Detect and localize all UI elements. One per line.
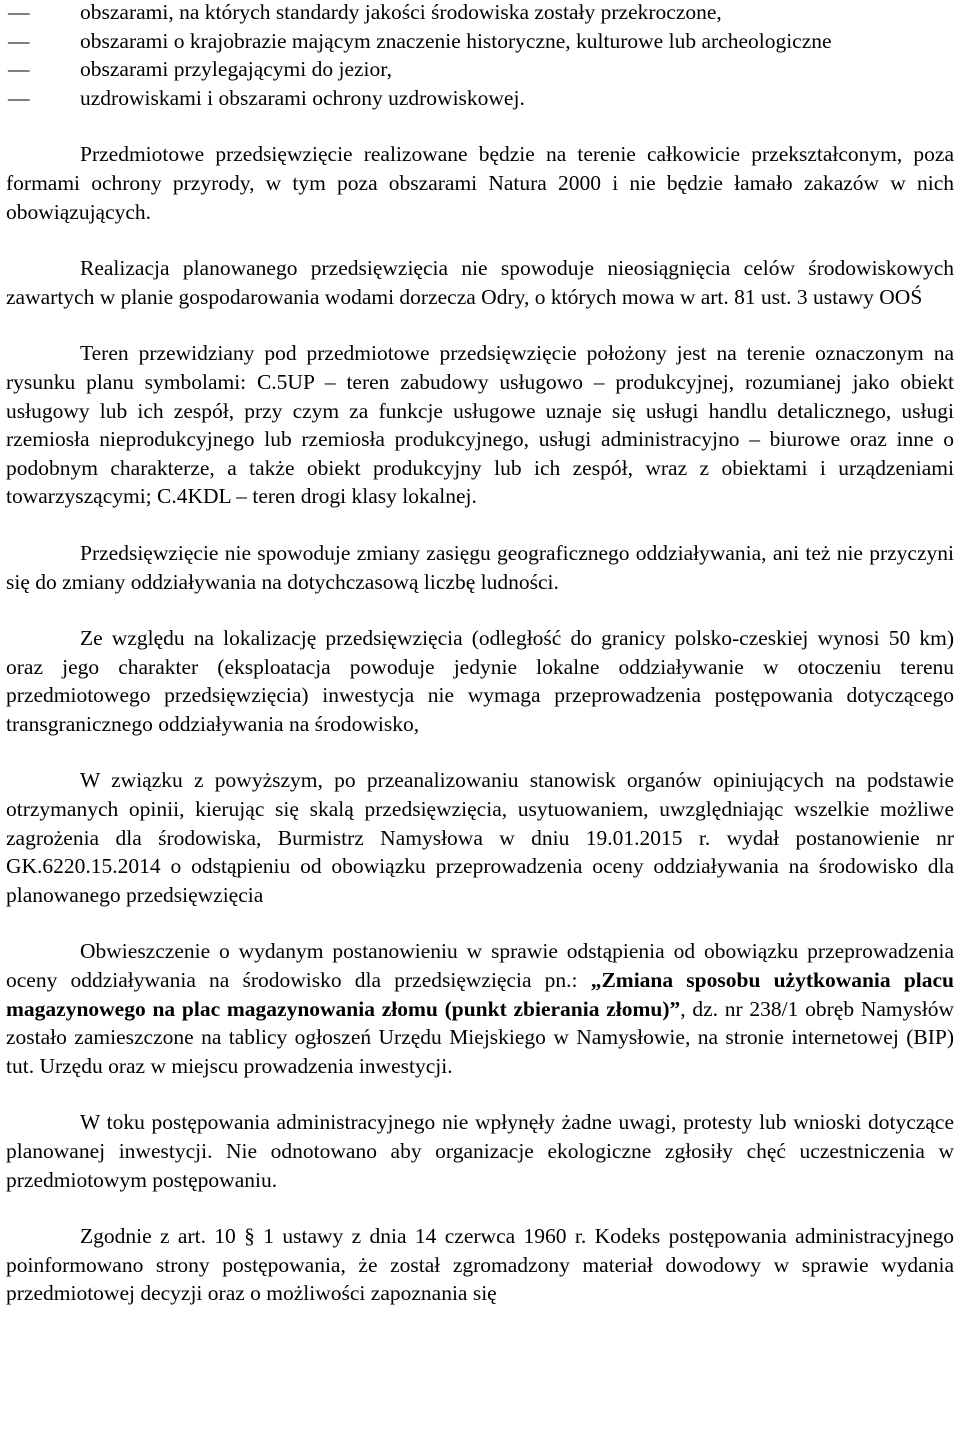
paragraph-no-objections: W toku postępowania administracyjnego nie wpłynęły żadne uwagi, protesty lub wnioski dotyczące planowanej inwestycji. Nie odnotowano aby organizacje ekologiczne zgłosiły chęć uczestniczenia w przedmiotowym postępowaniu. bbox=[6, 1110, 954, 1192]
dash-marker: — bbox=[8, 0, 30, 24]
paragraph-environmental-goals: Realizacja planowanego przedsięwzięcia nie spowoduje nieosiągnięcia celów środowiskowych zawartych w planie gospodarowania wodami dorzecza Odry, o których mowa w art. 81 ust. 3 ustawy OOŚ bbox=[6, 256, 954, 309]
paragraph-kpa: Zgodnie z art. 10 § 1 ustawy z dnia 14 czerwca 1960 r. Kodeks postępowania administracyjnego poinformowano strony postępowania, że został zgromadzony materiał dowodowy w sprawie wydania przedmiotowej decyzji oraz o możliwości zapoznania się bbox=[6, 1224, 954, 1306]
paragraph-population-impact: Przedsięwzięcie nie spowoduje zmiany zasięgu geograficznego oddziaływania, ani też nie przyczyni się do zmiany oddziaływania na dotychczasową liczbę ludności. bbox=[6, 540, 954, 594]
paragraph-location: Przedmiotowe przedsięwzięcie realizowane będzie na terenie całkowicie przekształconym, poza formami ochrony przyrody, w tym poza obszarami Natura 2000 i nie będzie łamało zakazów w nich obowiązujących. bbox=[6, 142, 954, 224]
paragraph-transboundary: Ze względu na lokalizację przedsięwzięcia (odległość do granicy polsko-czeskiej wynosi 50 km) oraz jego charakter (eksploatacja powoduje jedynie lokalne oddziaływanie w otoczeniu terenu przedmiotowego przedsięwzięcia) inwestycja nie wymaga przeprowadzenia postępowania dotyczącego transgranicznego oddziaływania na środowisko, bbox=[6, 626, 954, 736]
paragraph-announcement bbox=[6, 937, 954, 1080]
paragraph-zoning: Teren przewidziany pod przedmiotowe przedsięwzięcie położony jest na terenie oznaczonym na rysunku planu symbolami: C.5UP – teren zabudowy usługowo – produkcyjnej, rozumianej jako obiekt usługowy lub ich zespół, przy czym za funkcje usługowe uznaje się usługi handlu detalicznego, usługi rzemiosła nieprodukcyjnego lub rzemiosła produkcyjnego, usługi administracyjno – biurowe oraz inne o podobnym charakterze, a także obiekt produkcyjny lub ich zespół, wraz z obiektami i urządzeniami towarzyszącymi; C.4KDL – teren drogi klasy lokalnej. bbox=[6, 341, 954, 509]
dash-marker: — bbox=[8, 57, 30, 82]
announcement-text-start: Obwieszczenie o wydanym postanowieniu w sprawie odstąpienia od obowiązku przeprowadzenia oceny oddziaływania na środowisko dla przedsięwzięcia pn.: bbox=[6, 939, 954, 993]
list-item-text: obszarami, na których standardy jakości środowiska zostały przekroczone, bbox=[80, 0, 722, 24]
bullet-list bbox=[6, 0, 954, 112]
list-item bbox=[6, 84, 954, 113]
announcement-text-end: , dz. nr 238/1 obręb Namysłów zostało zamieszczone na tablicy ogłoszeń Urzędu Miejskiego w Namysłowie, na stronie internetowej (BIP) tut. Urzędu oraz w miejscu prowadzenia inwestycji. bbox=[6, 996, 954, 1078]
dash-marker: — bbox=[8, 85, 30, 110]
paragraph-decision: W związku z powyższym, po przeanalizowaniu stanowisk organów opiniujących na podstawie otrzymanych opinii, kierując się skalą przedsięwzięcia, usytuowaniem, uwzględniając wszelkie możliwe zagrożenia dla środowiska, Burmistrz Namysłowa w dniu 19.01.2015 r. wydał postanowienie nr GK.6220.15.2014 o odstąpieniu od obowiązku przeprowadzenia oceny oddziaływania na środowisko dla planowanego przedsięwzięcia bbox=[6, 768, 954, 907]
list-item bbox=[6, 0, 954, 27]
list-item-text: uzdrowiskami i obszarami ochrony uzdrowiskowej. bbox=[80, 85, 525, 110]
list-item bbox=[6, 55, 954, 84]
list-item-text: obszarami przylegającymi do jezior, bbox=[80, 57, 392, 82]
dash-marker: — bbox=[8, 28, 30, 53]
document-page bbox=[6, 0, 954, 1308]
list-item bbox=[6, 27, 954, 56]
project-name: „Zmiana sposobu użytkowania placu magazynowego na plac magazynowania złomu (punkt zbierania złomu)” bbox=[6, 968, 954, 1021]
list-item-text: obszarami o krajobrazie mającym znaczenie historyczne, kulturowe lub archeologiczne bbox=[80, 28, 832, 53]
